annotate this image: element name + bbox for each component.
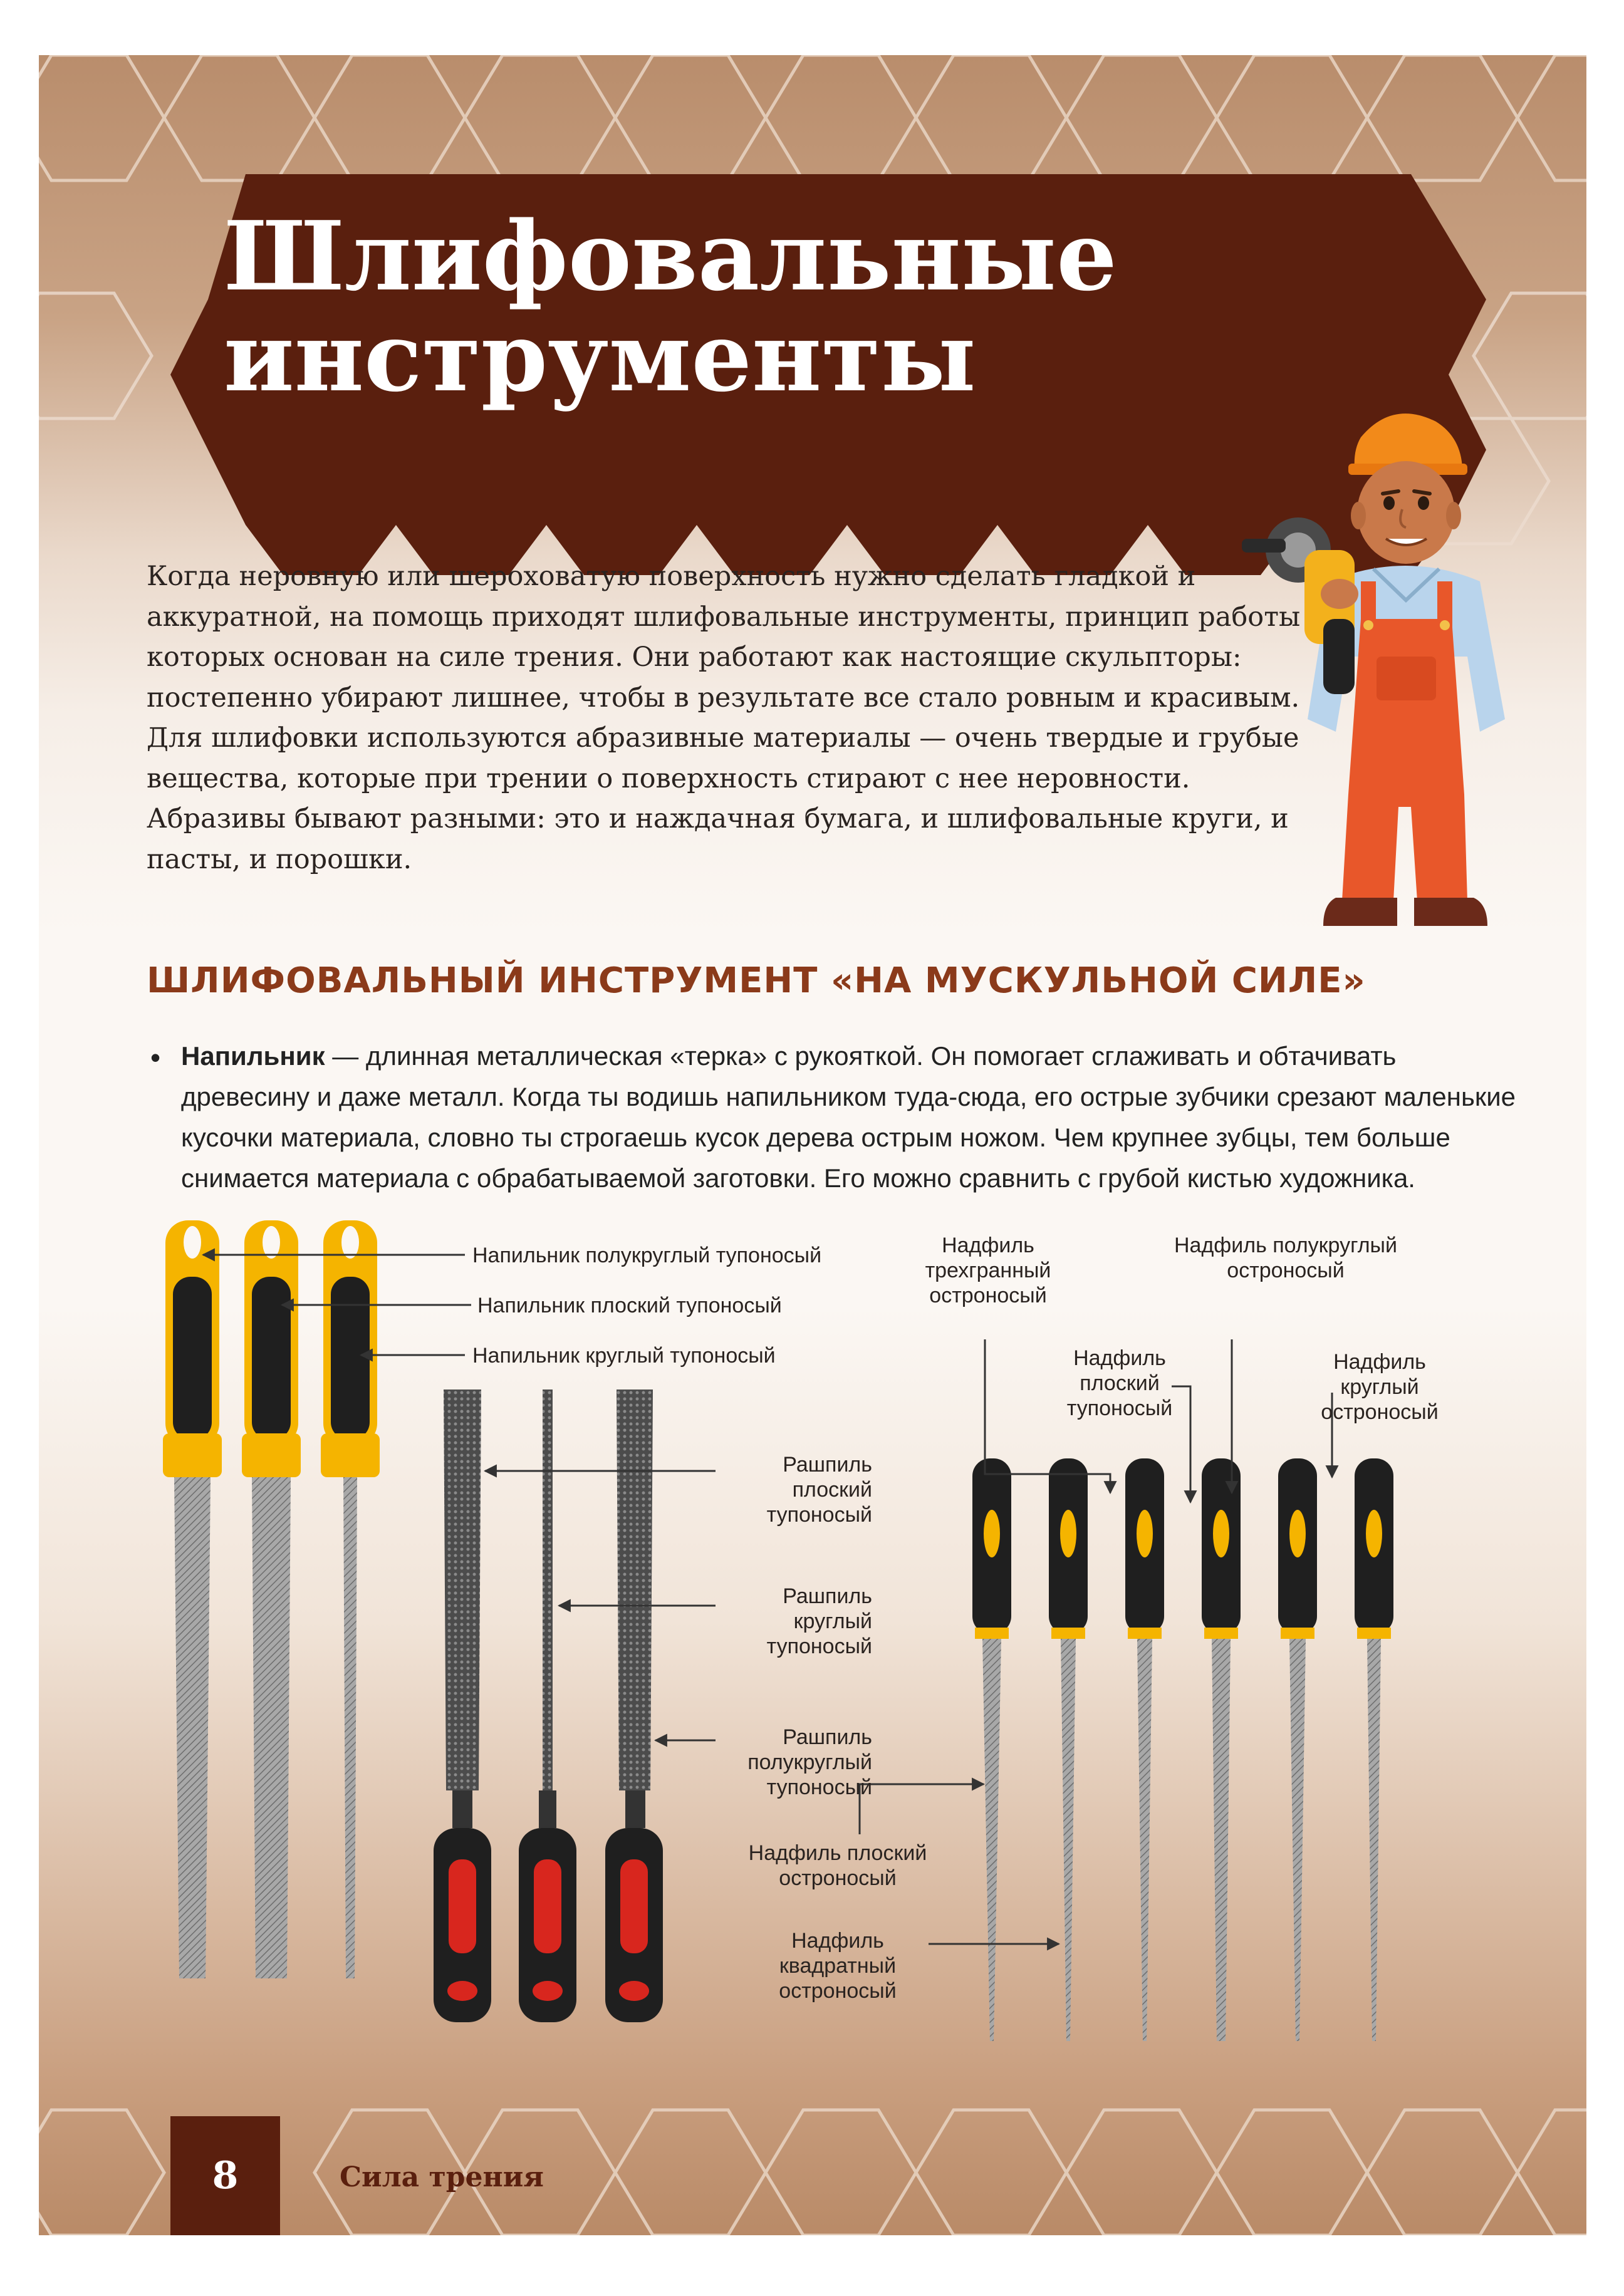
bullet-term: Напильник	[181, 1041, 325, 1071]
label-rasp-flat: Рашпиль плоский тупоносый	[766, 1453, 872, 1527]
file-round	[321, 1220, 380, 1978]
needle-file-6	[1355, 1458, 1393, 2041]
intro-paragraph: Когда неровную или шероховатую поверхность нужно сделать гладкой и аккуратной, на помощь приходят шлифовальные инструменты, принцип работы которых основан на силе трения. Они работают как настоящие скульпторы: постепенно убирают лишнее, чтобы в результате все стало ровным и красивым. Для шлифовки используются абразивные материалы — очень твердые и грубые вещества, которые при трении о поверхность стирают с нее неровности. Абразивы бывают разными: это и наждачная бумага, и шлифовальные круги, и пасты, и порошки.	[147, 561, 1301, 875]
needle-files	[972, 1458, 1393, 2041]
file-half-round	[163, 1220, 222, 1978]
page-number: 8	[212, 2154, 239, 2198]
rasp-flat	[434, 1390, 491, 2022]
title-line-2: инструменты	[224, 301, 976, 413]
needle-file-5	[1278, 1458, 1317, 2041]
label-needle-square: Надфиль квадратный остроносый	[779, 1929, 897, 2003]
label-file-half-round: Напильник полукруглый тупоносый	[472, 1244, 822, 1267]
label-rasp-half-round: Рашпиль полукруглый тупоносый	[747, 1725, 872, 1800]
page	[39, 55, 1586, 2235]
file-flat	[242, 1220, 301, 1978]
page-title	[224, 200, 1289, 413]
bullet-text: — длинная металлическая «терка» с рукояткой. Он помогает сглаживать и обтачивать древесину и даже металл. Когда ты водишь напильником туда-сюда, его острые зубчики срезают маленькие кусочки материала, словно ты строгаешь кусок дерева острым ножом. Чем крупнее зубцы, тем больше снимается материала с обрабатываемой заготовки. Его можно сравнить с грубой кистью художника.	[181, 1041, 1516, 1193]
needle-file-3	[1125, 1458, 1164, 2041]
label-needle-round: Надфиль круглый остроносый	[1321, 1350, 1439, 1425]
needle-file-4	[1202, 1458, 1241, 2041]
label-rasp-round: Рашпиль круглый тупоносый	[766, 1584, 872, 1659]
label-needle-triangular: Надфиль трехгранный остроносый	[925, 1234, 1051, 1308]
needle-file-2	[1049, 1458, 1088, 2041]
rasp-round	[519, 1390, 576, 2022]
title-line-1: Шлифовальные	[224, 200, 1117, 312]
label-needle-flat-blunt: Надфиль плоский тупоносый	[1066, 1346, 1173, 1421]
label-file-flat: Напильник плоский тупоносый	[477, 1294, 782, 1317]
list-item	[147, 1036, 1525, 1198]
section-heading: ШЛИФОВАЛЬНЫЙ ИНСТРУМЕНТ «НА МУСКУЛЬНОЙ СИЛЕ»	[147, 960, 1366, 1001]
label-file-round: Напильник круглый тупоносый	[472, 1344, 776, 1368]
label-needle-half-round: Надфиль полукруглый остроносый	[1174, 1234, 1397, 1283]
bullet-list	[147, 1036, 1525, 1198]
needle-file-1	[972, 1458, 1011, 2041]
label-needle-flat-pointed: Надфиль плоский остроносый	[748, 1841, 927, 1891]
rasp-half-round	[605, 1390, 663, 2022]
footer-label: Сила трения	[340, 2161, 544, 2193]
